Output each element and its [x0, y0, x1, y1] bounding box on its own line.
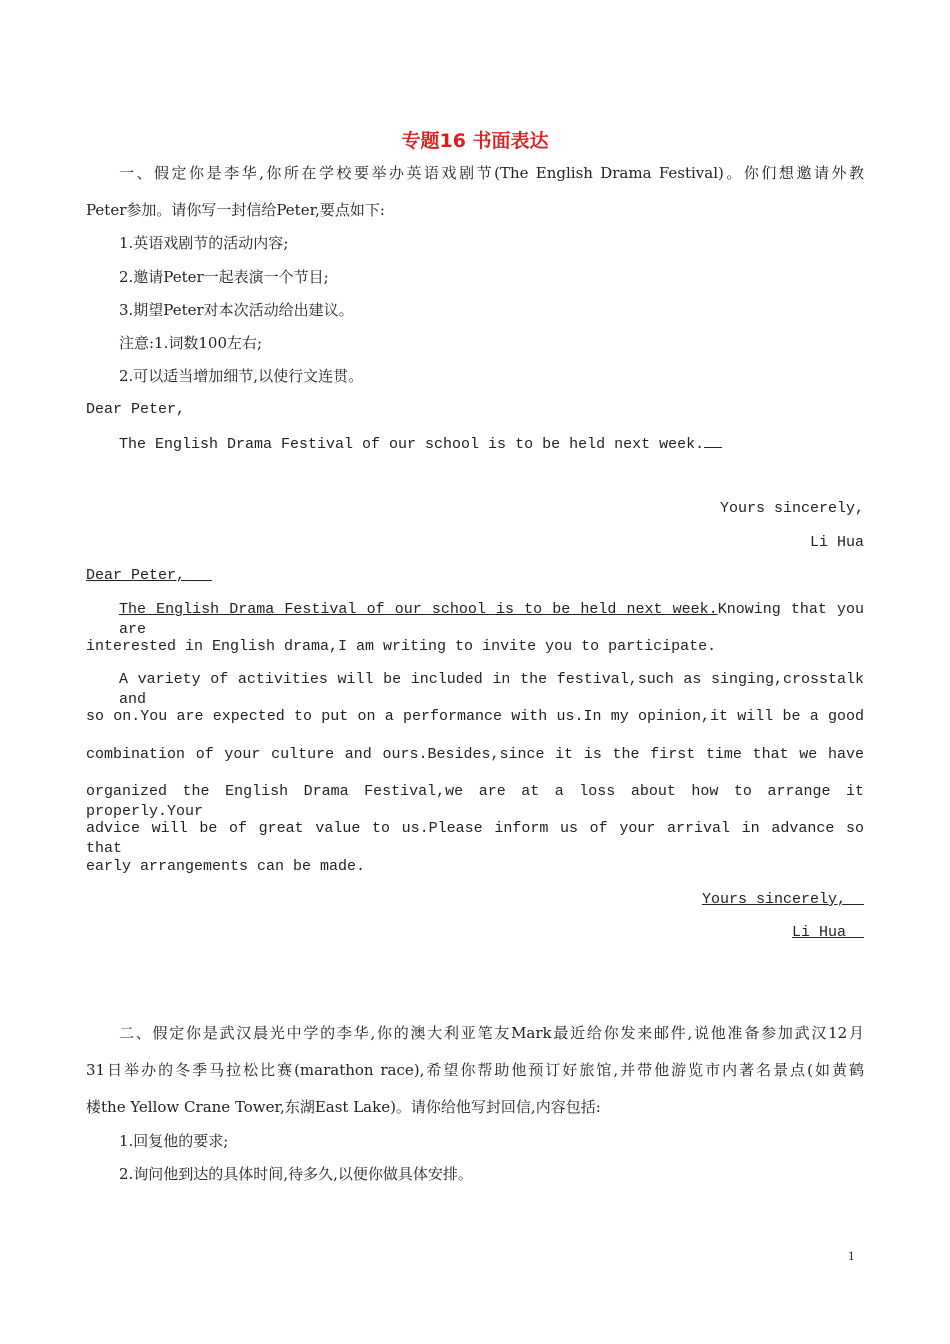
answer-closing-line [86, 890, 864, 910]
template-opening-line [119, 433, 864, 455]
page-number: 1 [848, 1248, 855, 1263]
answer-greeting-line [86, 566, 864, 586]
answer-opening-underlined: The English Drama Festival of our school is to be held next week. [119, 601, 718, 618]
answer-line-1 [119, 600, 864, 640]
template-opening: The English Drama Festival of our school is to be held next week. [119, 436, 705, 453]
answer-greeting: Dear Peter, [86, 567, 186, 584]
answer-closing: Yours sincerely, [701, 891, 846, 908]
section2-point-2: 2.询问他到达的具体时间,待多久,以便你做具体安排。 [119, 1165, 473, 1183]
answer-blank [704, 433, 722, 448]
section1-point-2: 2.邀请Peter一起表演一个节目; [119, 268, 329, 286]
answer-line-7: advice will be of great value to us.Please inform us of your arrival in advance so that [86, 820, 864, 857]
section2-prompt-line3: 楼the Yellow Crane Tower,东湖East Lake)。请你给他写封回信,内容包括: [86, 1098, 601, 1116]
page-title: 专题16 书面表达 [401, 130, 549, 152]
section1-prompt-line2: Peter参加。请你写一封信给Peter,要点如下: [86, 201, 385, 219]
section1-point-3: 3.期望Peter对本次活动给出建议。 [119, 301, 354, 319]
section2-prompt-line2: 31日举办的冬季马拉松比赛(marathon race),希望你帮助他预订好旅馆,并带他游览市内著名景点(如黄鹤 [86, 1061, 864, 1079]
answer-line-2: interested in English drama,I am writing to invite you to participate. [86, 638, 717, 655]
answer-line-1-rest: Knowing that you are [119, 601, 864, 638]
section2-point-1: 1.回复他的要求; [119, 1132, 229, 1150]
section2-prompt-line1: 二、假定你是武汉晨光中学的李华,你的澳大利亚笔友Mark最近给你发来邮件,说他准备参加武汉12月 [119, 1024, 864, 1042]
answer-signature-line [86, 923, 864, 943]
section1-note-2: 2.可以适当增加细节,以使行文连贯。 [119, 367, 364, 385]
section1-prompt-line1: 一、假定你是李华,你所在学校要举办英语戏剧节(The English Drama Festival)。你们想邀请外教 [119, 164, 864, 182]
answer-line-6: organized the English Drama Festival,we are at a loss about how to arrange it properly.Your [86, 783, 864, 820]
answer-line-3: A variety of activities will be included in the festival,such as singing,crosstalk and [119, 671, 864, 708]
section1-note-1: 注意:1.词数100左右; [119, 334, 263, 352]
answer-signature: Li Hua [791, 924, 846, 941]
answer-line-8: early arrangements can be made. [86, 858, 366, 875]
template-greeting: Dear Peter, [86, 401, 186, 418]
template-signature: Li Hua [809, 534, 864, 551]
answer-line-5: combination of your culture and ours.Besides,since it is the first time that we have [86, 746, 864, 763]
answer-line-4: so on.You are expected to put on a performance with us.In my opinion,it will be a good [86, 708, 864, 725]
template-closing: Yours sincerely, [719, 500, 864, 517]
section1-point-1: 1.英语戏剧节的活动内容; [119, 234, 289, 252]
